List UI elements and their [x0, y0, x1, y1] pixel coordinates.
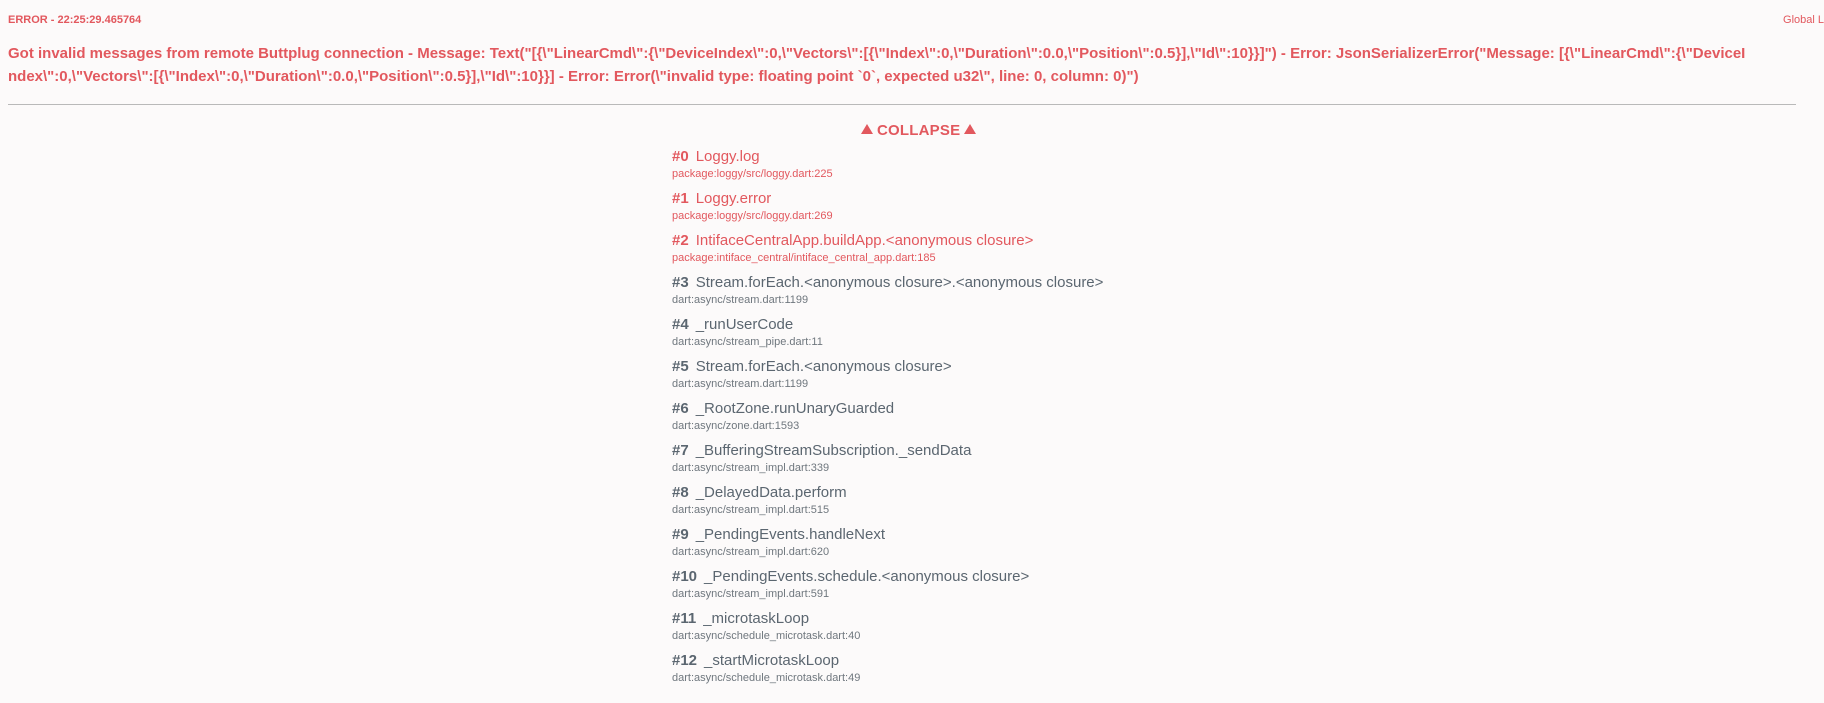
stack-frame-number: #0: [672, 148, 689, 165]
stack-frame-number: #9: [672, 526, 689, 543]
stack-frame-location: dart:async/stream_impl.dart:620: [672, 546, 830, 558]
stack-frame-title: [672, 316, 1472, 334]
stack-frame-method: Stream.forEach.<anonymous closure>.<anonymous closure>: [695, 274, 1104, 291]
stack-frame-number: #7: [672, 442, 689, 459]
stack-frame-location: package:loggy/src/loggy.dart:269: [672, 210, 833, 222]
stack-frame-title: [672, 442, 1472, 460]
stack-frame: [672, 526, 1472, 568]
stack-frame-method: _BufferingStreamSubscription._sendData: [695, 442, 972, 459]
stack-frame: [672, 274, 1472, 316]
stack-frame-location: dart:async/stream_impl.dart:339: [672, 462, 830, 474]
stack-frame-title: [672, 568, 1472, 586]
stack-frame: [672, 610, 1472, 652]
stack-frame-method: _PendingEvents.schedule.<anonymous closure>: [704, 568, 1030, 585]
stack-frame-number: #12: [672, 652, 698, 669]
stack-frame-method: Loggy.log: [695, 148, 760, 165]
error-message: Got invalid messages from remote Buttplug connection - Message: Text("[{\"LinearCmd\":{\"DeviceIndex\":0,\"Vectors\":[{\"Index\":0,\"Duration\":0.0,\"Position\":0.5}],\"Id\":10}}]") - Error: JsonSerializerError("Message: [{\"LinearCmd\":{\"DeviceIndex\":0,\"Vectors\":[{\"Index\":0,\"Duration\":0.0,\"Position\":0.5}],\"Id\":10}}] - Error: Error(\"invalid type: floating point `0`, expected u32\", line: 0, column: 0)"): [8, 45, 1746, 85]
stack-frame-title: [672, 190, 1472, 208]
stack-frame-number: #5: [672, 358, 689, 375]
divider: [8, 104, 1796, 105]
stack-frame: [672, 652, 1472, 694]
stack-frame-location: dart:async/stream_impl.dart:591: [672, 588, 830, 600]
stack-frame-location: dart:async/stream_impl.dart:515: [672, 504, 830, 516]
stack-frame-method: IntifaceCentralApp.buildApp.<anonymous closure>: [695, 232, 1034, 249]
stack-frame: [672, 358, 1472, 400]
stack-frame: [672, 484, 1472, 526]
log-header: [8, 14, 1824, 30]
stack-frame-method: _RootZone.runUnaryGuarded: [695, 400, 895, 417]
stack-frame-number: #10: [672, 568, 698, 585]
logger-name: Global L: [1783, 14, 1824, 26]
stack-frame-method: _runUserCode: [695, 316, 794, 333]
stack-frame-location: dart:async/stream.dart:1199: [672, 294, 809, 306]
stack-frame-method: _DelayedData.perform: [695, 484, 847, 501]
stack-frame-title: [672, 358, 1472, 376]
stack-trace: [672, 148, 1472, 694]
stack-frame-location: dart:async/zone.dart:1593: [672, 420, 800, 432]
stack-frame-method: _PendingEvents.handleNext: [695, 526, 885, 543]
stack-frame-method: Loggy.error: [695, 190, 772, 207]
stack-frame-title: [672, 274, 1472, 292]
stack-frame-number: #8: [672, 484, 689, 501]
stack-frame: [672, 232, 1472, 274]
stack-frame-number: #3: [672, 274, 689, 291]
stack-frame-number: #11: [672, 610, 697, 627]
stack-frame-title: [672, 610, 1472, 628]
stack-frame-number: #2: [672, 232, 689, 249]
stack-frame-title: [672, 148, 1472, 166]
triangle-up-icon: [861, 124, 873, 134]
stack-frame-number: #1: [672, 190, 689, 207]
stack-frame: [672, 400, 1472, 442]
stack-frame-location: dart:async/schedule_microtask.dart:49: [672, 672, 861, 684]
stack-frame-title: [672, 484, 1472, 502]
stack-frame: [672, 568, 1472, 610]
triangle-up-icon: [964, 124, 976, 134]
stack-frame-method: _microtaskLoop: [703, 610, 810, 627]
stack-frame-title: [672, 652, 1472, 670]
stack-frame-title: [672, 232, 1472, 250]
stack-frame-location: dart:async/schedule_microtask.dart:40: [672, 630, 861, 642]
stack-frame: [672, 190, 1472, 232]
stack-frame-title: [672, 526, 1472, 544]
stack-frame-title: [672, 400, 1472, 418]
log-level-timestamp: ERROR - 22:25:29.465764: [8, 14, 142, 26]
collapse-button[interactable]: [857, 122, 980, 139]
stack-frame: [672, 316, 1472, 358]
stack-frame-location: package:intiface_central/intiface_central_app.dart:185: [672, 252, 936, 264]
stack-frame: [672, 442, 1472, 484]
stack-frame-method: Stream.forEach.<anonymous closure>: [695, 358, 952, 375]
stack-frame-method: _startMicrotaskLoop: [704, 652, 840, 669]
collapse-label: COLLAPSE: [877, 122, 961, 139]
stack-frame-number: #4: [672, 316, 689, 333]
stack-frame-location: dart:async/stream.dart:1199: [672, 378, 809, 390]
stack-frame-location: package:loggy/src/loggy.dart:225: [672, 168, 833, 180]
stack-frame-number: #6: [672, 400, 689, 417]
stack-frame-location: dart:async/stream_pipe.dart:11: [672, 336, 823, 348]
stack-frame: [672, 148, 1472, 190]
